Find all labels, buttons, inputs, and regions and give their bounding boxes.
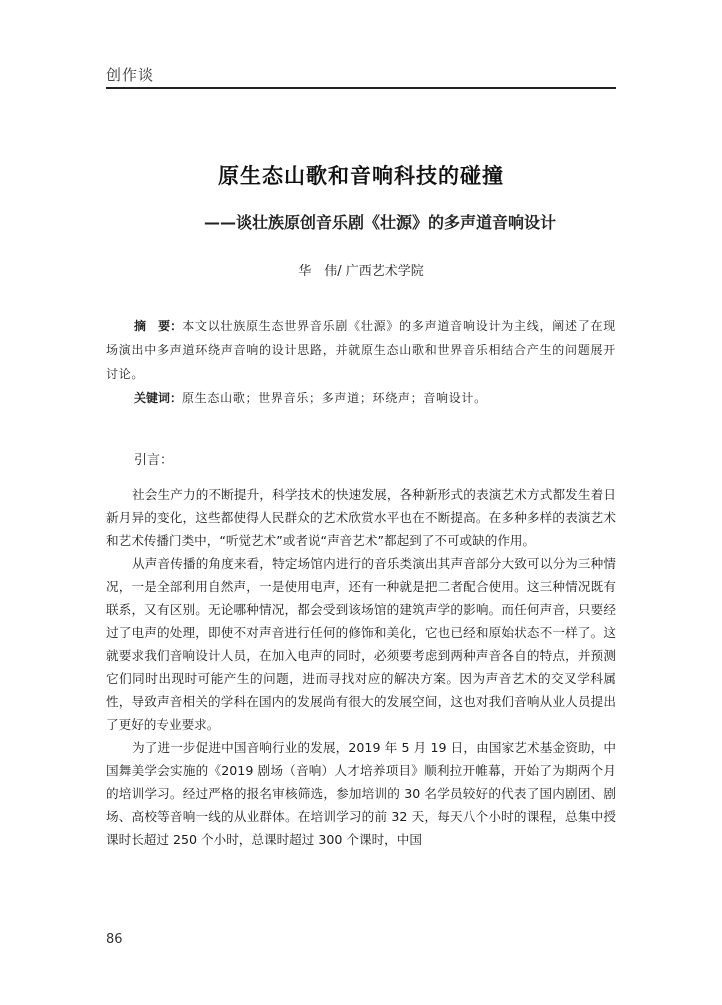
abstract-label: 摘 要： [134, 319, 183, 333]
author-line [0, 260, 722, 279]
paragraph: 为了进一步促进中国音响行业的发展，2019 年 5 月 19 日，由国家艺术基金资助，中国舞美学会实施的《2019 剧场（音响）人才培养项目》顺利拉开帷幕，开始了为期两个月的培训学习。经过严格的报名审核筛选，参加培训的 30 名学员较好的代表了国内剧团、剧场、高校等音响一线的从业群体。在培训学习的前 32 天，每天八个小时的课程，总集中授课时长超过 250 个小时，总课时超过 300 个课时，中国 [106, 740, 616, 847]
article-title: 原生态山歌和音响科技的碰撞 [218, 164, 504, 188]
intro-heading: 引言： [134, 453, 174, 468]
keywords-text: 原生态山歌；世界音乐；多声道；环绕声；音响设计。 [182, 391, 487, 405]
article-subtitle [0, 210, 722, 233]
paragraph: 社会生产力的不断提升，科学技术的快速发展，各种新形式的表演艺术方式都发生着日新月异的变化，这些都使得人民群众的艺术欣赏水平也在不断提高。在多种多样的表演艺术和艺术传播门类中，“听觉艺术”或者说“声音艺术”都起到了不可或缺的作用。 [106, 487, 616, 548]
abstract-text: 本文以壮族原生态世界音乐剧《壮源》的多声道音响设计为主线，阐述了在现场演出中多声道环绕声音响的设计思路，并就原生态山歌和世界音乐相结合产生的问题展开讨论。 [106, 319, 616, 381]
article-subtitle-text: ——谈壮族原创音乐剧《壮源》的多声道音响设计 [203, 213, 556, 232]
paragraph: 从声音传播的角度来看，特定场馆内进行的音乐类演出其声音部分大致可以分为三种情况，一是全部利用自然声，一是使用电声，还有一种就是把二者配合使用。这三种情况既有联系，又有区别。无论哪种情况，都会受到该场馆的建筑声学的影响。而任何声音，只要经过了电声的处理，即使不对声音进行任何的修饰和美化，它也已经和原始状态不一样了。这就要求我们音响设计人员，在加入电声的同时，必须要考虑到两种声音各自的特点，并预测它们同时出现时可能产生的问题，进而寻找对应的解决方案。因为声音艺术的交叉学科属性，导致声音相关的学科在国内的发展尚有很大的发展空间，这也对我们音响从业人员提出了更好的专业要求。 [106, 556, 616, 732]
author-name: 华 伟 [298, 264, 338, 279]
page-number: 86 [106, 932, 123, 947]
body-text [106, 483, 616, 851]
author-affiliation: / 广西艺术学院 [337, 264, 424, 279]
keywords [134, 386, 616, 410]
header-rule [106, 87, 616, 89]
column-header: 创作谈 [106, 66, 155, 84]
abstract [106, 314, 616, 386]
keywords-label: 关键词： [134, 391, 183, 405]
